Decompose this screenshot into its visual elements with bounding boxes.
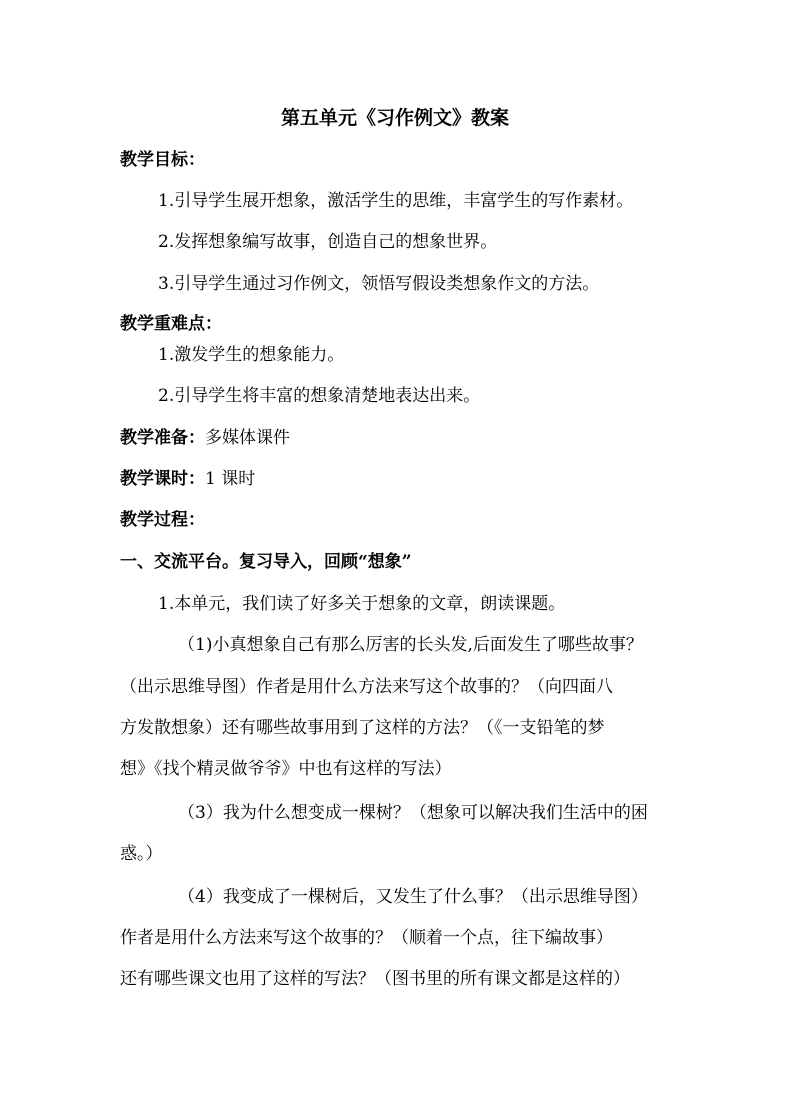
paragraph-line: 作者是用什么方法来写这个故事的？（顺着一个点，往下编故事） — [120, 928, 613, 948]
doc-title: 第五单元《习作例文》教案 — [280, 107, 509, 129]
paragraph-line: （出示思维导图）作者是用什么方法来写这个故事的？（向四面八 — [120, 677, 613, 697]
paragraph-line: （4）我变成了一棵树后，又发生了什么事？（出示思维导图） — [178, 887, 648, 907]
paragraph-line: 想》《找个精灵做爷爷》中也有这样的写法） — [120, 759, 452, 779]
paragraph-line: （3）我为什么想变成一棵树？（想象可以解决我们生活中的困 — [178, 803, 648, 823]
hours-label: 教学课时： — [120, 469, 205, 489]
hours-line — [120, 467, 255, 491]
keypoint-item-2: 2.引导学生将丰富的想象清楚地表达出来。 — [158, 386, 481, 406]
keypoint-item-1: 1.激发学生的想象能力。 — [158, 345, 345, 365]
process-heading: 教学过程： — [120, 510, 205, 530]
hours-value: 1 课时 — [205, 469, 256, 489]
paragraph-line: 1.本单元，我们读了好多关于想象的文章，朗读课题。 — [158, 594, 566, 614]
paragraph-line: 惑。） — [120, 844, 163, 864]
section1-heading: 一、交流平台。复习导入，回顾“想象” — [120, 552, 412, 572]
objective-item-3: 3.引导学生通过习作例文，领悟写假设类想象作文的方法。 — [158, 274, 600, 294]
prep-line — [120, 426, 290, 450]
objective-item-2: 2.发挥想象编写故事，创造自己的想象世界。 — [158, 232, 498, 252]
keypoints-heading: 教学重难点： — [120, 314, 222, 334]
paragraph-line: （1)小真想象自己有那么厉害的长头发,后面发生了哪些故事？ — [178, 635, 643, 655]
paragraph-line: 方发散想象）还有哪些故事用到了这样的方法？（《一支铅笔的梦 — [120, 718, 605, 738]
objectives-heading: 教学目标： — [120, 150, 205, 170]
objective-item-1: 1.引导学生展开想象，激活学生的思维，丰富学生的写作素材。 — [158, 191, 634, 211]
prep-label: 教学准备： — [120, 428, 205, 448]
prep-value: 多媒体课件 — [205, 428, 290, 448]
paragraph-line: 还有哪些课文也用了这样的写法？（图书里的所有课文都是这样的） — [120, 969, 630, 989]
